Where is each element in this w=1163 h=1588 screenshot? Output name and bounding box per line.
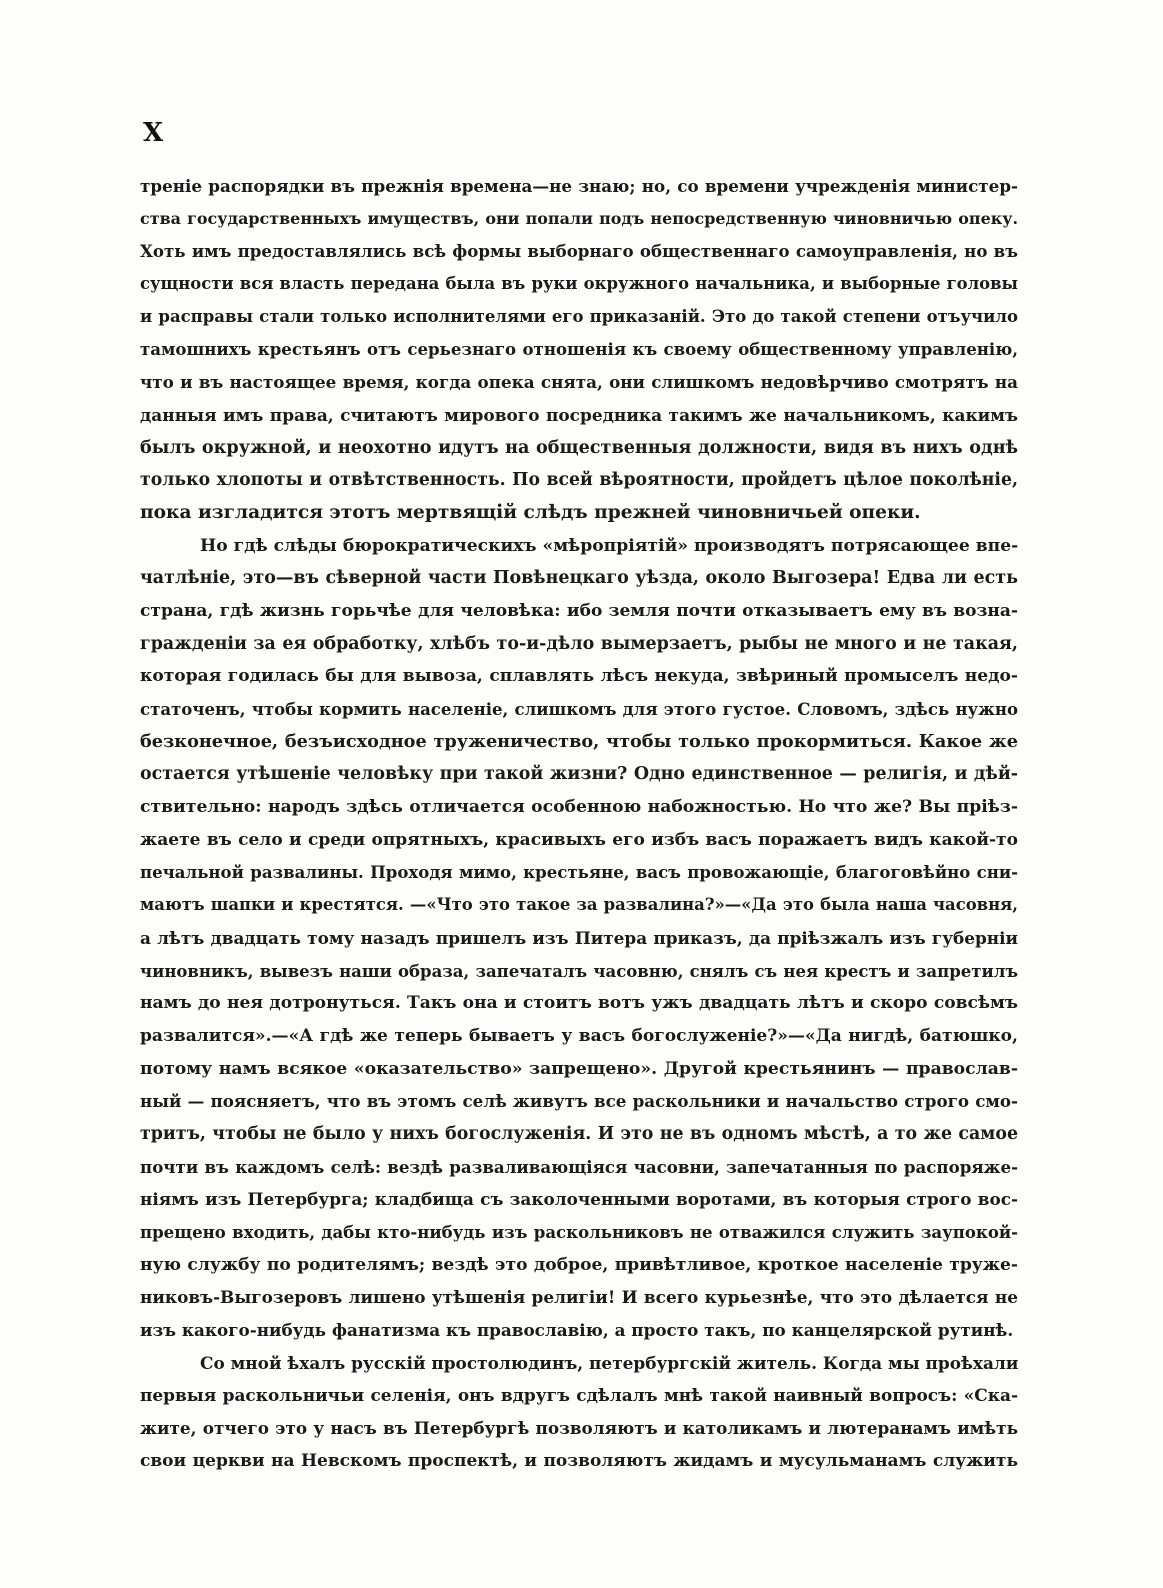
text-line: Хоть имъ предоставлялись всѣ формы выборнаго общественнаго самоуправленія, но въ [140, 241, 1018, 262]
text-line: остается утѣшеніе человѣку при такой жизни? Одно единственное — религія, и дѣй- [140, 764, 1018, 785]
text-line: печальной развалины. Проходя мимо, крестьяне, васъ провожающіе, благоговѣйно сни- [140, 862, 1018, 883]
text-line: изъ какого-нибудь фанатизма къ православію, а просто такъ, по канцелярской рутинѣ. [140, 1320, 1014, 1341]
text-line: треніе распорядки въ прежнія времена—не знаю; но, со времени учрежденія министер- [140, 176, 1018, 196]
text-line: что и въ настоящее время, когда опека снята, они слишкомъ недовѣрчиво смотрятъ на [140, 372, 1018, 393]
text-line: жаете въ село и среди опрятныхъ, красивыхъ его избъ васъ поражаетъ видъ какой-то [140, 829, 1018, 850]
text-line: статоченъ, чтобы кормить населеніе, слишкомъ для этого густое. Словомъ, здѣсь нужно [140, 699, 1018, 719]
text-line: первыя раскольничьи селенія, онъ вдругъ сдѣлалъ мнѣ такой наивный вопросъ: «Ска- [140, 1385, 1018, 1406]
text-line: гражденіи за ея обработку, хлѣбъ то-и-дѣло вымерзаетъ, рыбы не много и не такая, [140, 633, 1018, 654]
text-line: намъ до нея дотронуться. Такъ она и стоитъ вотъ ужъ двадцать лѣтъ и скоро совсѣмъ [140, 993, 1018, 1014]
text-line: развалится».—«А гдѣ же теперь бываетъ у васъ богослуженіе?»—«Да нигдѣ, батюшко, [140, 1025, 1018, 1046]
text-line: пока изгладится этотъ мертвящій слѣдъ прежней чиновничьей опеки. [140, 501, 921, 523]
text-line: тритъ, чтобы не было у нихъ богослуженія. И это не въ одномъ мѣстѣ, а то же самое [140, 1123, 1018, 1144]
text-line: а лѣтъ двадцать тому назадъ пришелъ изъ Питера приказъ, да пріѣзжалъ изъ губерніи [140, 927, 1018, 948]
text-line: чатлѣніе, это—въ сѣверной части Повѣнецкаго уѣзда, около Выгозера! Едва ли есть [140, 568, 1018, 589]
text-line: тамошнихъ крестьянъ отъ серьезнаго отношенія къ своему общественному управленію, [140, 339, 1018, 360]
text-line: ную службу по родителямъ; вездѣ это доброе, привѣтливое, кроткое населеніе труже- [140, 1254, 1018, 1275]
text-line: чиновникъ, вывезъ наши образа, запечаталъ часовню, снялъ съ нея крестъ и запретилъ [140, 960, 1018, 981]
text-line: и расправы стали только исполнителями его приказаній. Это до такой степени отъучило [140, 306, 1018, 326]
text-line: потому намъ всякое «оказательство» запрещено». Другой крестьянинъ — православ- [140, 1058, 1018, 1079]
text-line: почти въ каждомъ селѣ: вездѣ разваливающіяся часовни, запечатанныя по распоряже- [140, 1156, 1018, 1177]
text-line: только хлопоты и отвѣтственность. По всей вѣроятности, пройдетъ цѣлое поколѣніе, [140, 470, 1018, 491]
text-line: Со мной ѣхалъ русскій простолюдинъ, петербургскій житель. Когда мы проѣхали [200, 1352, 1019, 1373]
text-line: ствительно: народъ здѣсь отличается особенною набожностью. Но что же? Вы пріѣз- [140, 797, 1018, 818]
text-line: ніямъ изъ Петербурга; кладбища съ заколоченными воротами, въ которыя строго вос- [140, 1189, 1018, 1210]
text-line: прещено входить, дабы кто-нибудь изъ раскольниковъ не отважился служить заупокой- [140, 1222, 1018, 1242]
text-line: былъ окружной, и неохотно идутъ на общественныя должности, видя въ нихъ однѣ [140, 436, 1018, 458]
text-line: ства государственныхъ имуществъ, они попали подъ непосредственную чиновничью опеку. [140, 208, 1018, 228]
text-line: никовъ-Выгозеровъ лишено утѣшенія религіи! И всего курьезнѣе, что это дѣлается не [140, 1287, 1018, 1308]
text-line: которая годилась бы для вывоза, сплавлять лѣсъ некуда, звѣриный промыселъ недо- [140, 666, 1018, 687]
text-line: безконечное, безъисходное труженичество, чтобы только прокормиться. Какое же [140, 730, 1018, 752]
text-line: жите, отчего это у насъ въ Петербургѣ позволяютъ и католикамъ и лютеранамъ имѣть [140, 1418, 1018, 1439]
text-line: сущности вся власть передана была въ руки окружного начальника, и выборные головы [140, 274, 1018, 294]
page-number: X [143, 118, 164, 148]
text-line: ный — поясняетъ, что въ этомъ селѣ живутъ все раскольники и начальство строго смо- [140, 1091, 1018, 1112]
text-line: свои церкви на Невскомъ проспектѣ, и позволяютъ жидамъ и мусульманамъ служить [140, 1450, 1018, 1471]
text-line: данныя имъ права, считаютъ мирового посредника такимъ же начальникомъ, какимъ [140, 404, 1018, 425]
text-line: маютъ шапки и крестятся. —«Что это такое за развалина?»—«Да это была наша часовня, [140, 895, 1018, 915]
text-line: страна, гдѣ жизнь горьчѣе для человѣка: ибо земля почти отказываетъ ему въ возна- [140, 600, 1018, 621]
body-text [140, 170, 1018, 1478]
text-line: Но гдѣ слѣды бюрократическихъ «мѣропріятій» производятъ потрясающее впе- [200, 535, 1019, 556]
